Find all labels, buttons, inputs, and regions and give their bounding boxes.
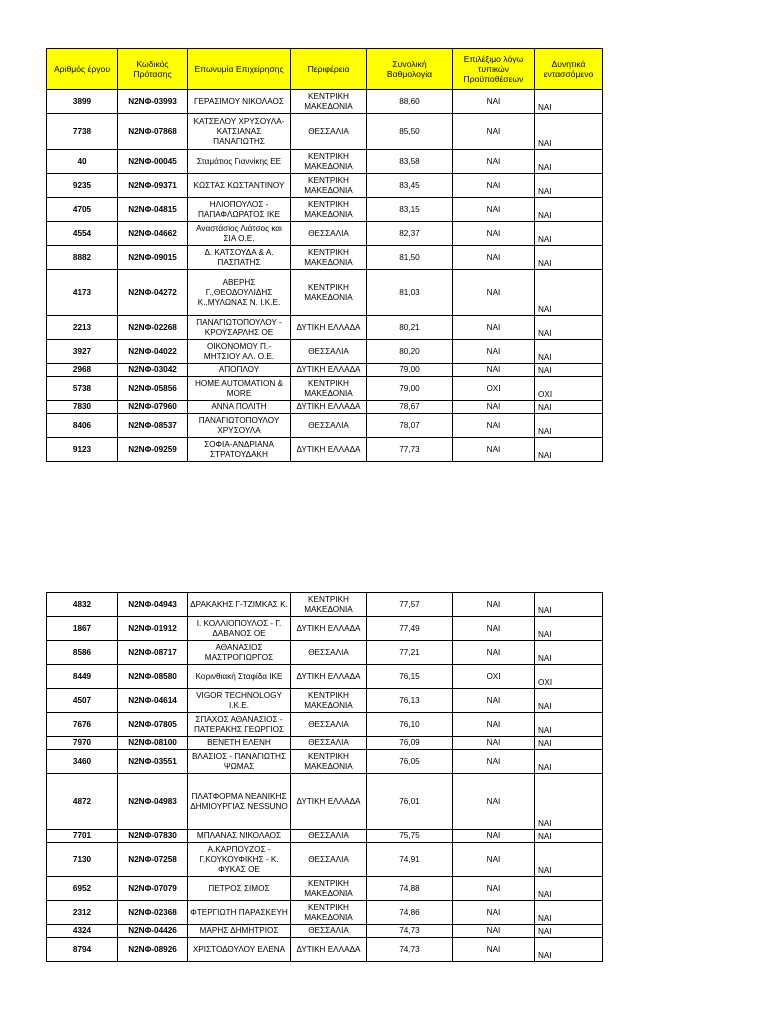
region-cell: ΘΕΣΣΑΛΙΑ [291,222,367,246]
total-score-cell: 74,86 [367,901,453,925]
project-number-cell: 9123 [47,438,118,462]
region-cell: ΘΕΣΣΑΛΙΑ [291,414,367,438]
project-number-cell: 8449 [47,665,118,689]
eligible-cell: ΝΑΙ [453,750,535,774]
potentially-included-cell: ΝΑΙ [535,925,603,938]
region-cell: ΚΕΝΤΡΙΚΗ ΜΑΚΕΔΟΝΙΑ [291,377,367,401]
company-name-cell: HOME AUTOMATION & MORE [188,377,291,401]
eligible-cell: ΝΑΙ [453,617,535,641]
project-number-cell: 2213 [47,316,118,340]
company-name-cell: ΑΒΕΡΗΣ Γ.,ΘΕΟΔΟΥΛΙΔΗΣ Κ.,ΜΥΛΩΝΑΣ Ν. Ι.Κ.Ε. [188,270,291,316]
total-score-cell: 76,10 [367,713,453,737]
eligible-cell: ΝΑΙ [453,641,535,665]
company-name-cell: ΚΑΤΣΕΛΟΥ ΧΡΥΣΟΥΛΑ-ΚΑΤΣΙΑΝΑΣ ΠΑΝΑΓΙΩΤΗΣ [188,114,291,150]
region-cell: ΔΥΤΙΚΗ ΕΛΛΑΔΑ [291,364,367,377]
proposal-code-cell: Ν2ΝΦ-04943 [118,593,188,617]
proposal-code-cell: Ν2ΝΦ-09015 [118,246,188,270]
table-row [47,830,603,843]
eligible-cell: ΝΑΙ [453,901,535,925]
total-score-cell: 78,07 [367,414,453,438]
project-number-cell: 8406 [47,414,118,438]
eligible-cell: ΝΑΙ [453,737,535,750]
potentially-included-cell: ΟΧΙ [535,665,603,689]
table-row [47,641,603,665]
company-name-cell: ΠΕΤΡΟΣ ΣΙΜΟΣ [188,877,291,901]
proposal-code-cell: Ν2ΝΦ-04983 [118,774,188,830]
table-body [47,90,603,462]
potentially-included-cell: ΝΑΙ [535,114,603,150]
header-potentially-included: Δυνητικά εντασσόμενο [535,49,603,90]
table-row [47,877,603,901]
proposal-code-cell: Ν2ΝΦ-04426 [118,925,188,938]
region-cell: ΚΕΝΤΡΙΚΗ ΜΑΚΕΔΟΝΙΑ [291,150,367,174]
proposal-code-cell: Ν2ΝΦ-05856 [118,377,188,401]
eligible-cell: ΝΑΙ [453,877,535,901]
total-score-cell: 74,88 [367,877,453,901]
eligible-cell: ΝΑΙ [453,438,535,462]
proposal-code-cell: Ν2ΝΦ-07960 [118,401,188,414]
eligible-cell: ΝΑΙ [453,938,535,962]
region-cell: ΔΥΤΙΚΗ ΕΛΛΑΔΑ [291,316,367,340]
region-cell: ΚΕΝΤΡΙΚΗ ΜΑΚΕΔΟΝΙΑ [291,246,367,270]
total-score-cell: 74,73 [367,925,453,938]
project-number-cell: 4832 [47,593,118,617]
total-score-cell: 82,37 [367,222,453,246]
proposal-code-cell: Ν2ΝΦ-04614 [118,689,188,713]
potentially-included-cell: ΝΑΙ [535,641,603,665]
proposal-code-cell: Ν2ΝΦ-04815 [118,198,188,222]
table-row [47,774,603,830]
proposal-code-cell: Ν2ΝΦ-08717 [118,641,188,665]
region-cell: ΔΥΤΙΚΗ ΕΛΛΑΔΑ [291,938,367,962]
potentially-included-cell: ΝΑΙ [535,830,603,843]
potentially-included-cell: ΝΑΙ [535,737,603,750]
proposal-code-cell: Ν2ΝΦ-07805 [118,713,188,737]
company-name-cell: Ι. ΚΟΛΛΙΟΠΟΥΛΟΣ - Γ. ΔΑΒΑΝΟΣ ΟΕ [188,617,291,641]
eligible-cell: ΝΑΙ [453,689,535,713]
region-cell: ΚΕΝΤΡΙΚΗ ΜΑΚΕΔΟΝΙΑ [291,593,367,617]
potentially-included-cell: ΝΑΙ [535,901,603,925]
project-number-cell: 5738 [47,377,118,401]
region-cell: ΘΕΣΣΑΛΙΑ [291,737,367,750]
proposal-code-cell: Ν2ΝΦ-08926 [118,938,188,962]
total-score-cell: 81,03 [367,270,453,316]
project-number-cell: 4554 [47,222,118,246]
company-name-cell: ΔΡΑΚΑΚΗΣ Γ-ΤΖΙΜΚΑΣ Κ. [188,593,291,617]
potentially-included-cell: ΝΑΙ [535,713,603,737]
proposal-code-cell: Ν2ΝΦ-03551 [118,750,188,774]
region-cell: ΘΕΣΣΑΛΙΑ [291,114,367,150]
company-name-cell: ΑΠΟΠΛΟΥ [188,364,291,377]
total-score-cell: 74,91 [367,843,453,877]
total-score-cell: 85,50 [367,114,453,150]
proposal-code-cell: Ν2ΝΦ-07258 [118,843,188,877]
total-score-cell: 74,73 [367,938,453,962]
eligible-cell: ΝΑΙ [453,114,535,150]
table-row [47,617,603,641]
header-eligible: Επιλέξιμο λόγω τυπικών Προϋποθέσεων [453,49,535,90]
potentially-included-cell: ΝΑΙ [535,938,603,962]
table-row [47,316,603,340]
eligible-cell: ΝΑΙ [453,90,535,114]
eligible-cell: ΝΑΙ [453,830,535,843]
results-table-page-bottom [46,592,603,962]
region-cell: ΚΕΝΤΡΙΚΗ ΜΑΚΕΔΟΝΙΑ [291,689,367,713]
proposal-code-cell: Ν2ΝΦ-07868 [118,114,188,150]
total-score-cell: 83,15 [367,198,453,222]
company-name-cell: ΒΛΑΣΙΟΣ - ΠΑΝΑΓΙΩΤΗΣ ΨΩΜΑΣ [188,750,291,774]
eligible-cell: ΝΑΙ [453,364,535,377]
total-score-cell: 76,15 [367,665,453,689]
region-cell: ΘΕΣΣΑΛΙΑ [291,830,367,843]
potentially-included-cell: ΝΑΙ [535,593,603,617]
results-table-page-top [46,48,603,462]
total-score-cell: 80,21 [367,316,453,340]
total-score-cell: 77,73 [367,438,453,462]
project-number-cell: 7130 [47,843,118,877]
region-cell: ΔΥΤΙΚΗ ΕΛΛΑΔΑ [291,438,367,462]
company-name-cell: Α.ΚΑΡΠΟΥΖΟΣ - Γ.ΚΟΥΚΟΥΦΙΚΗΣ - Κ. ΦΥΚΑΣ ΟΕ [188,843,291,877]
table-row [47,377,603,401]
region-cell: ΘΕΣΣΑΛΙΑ [291,925,367,938]
table-row [47,222,603,246]
company-name-cell: Σταμάτιος Γιαννίκης ΕΕ [188,150,291,174]
potentially-included-cell: ΝΑΙ [535,316,603,340]
eligible-cell: ΝΑΙ [453,246,535,270]
total-score-cell: 88,60 [367,90,453,114]
total-score-cell: 75,75 [367,830,453,843]
company-name-cell: ΠΛΑΤΦΟΡΜΑ ΝΕΑΝΙΚΗΣ ΔΗΜΙΟΥΡΓΙΑΣ NESSUNO [188,774,291,830]
potentially-included-cell: ΝΑΙ [535,617,603,641]
table-row [47,90,603,114]
project-number-cell: 40 [47,150,118,174]
project-number-cell: 6952 [47,877,118,901]
company-name-cell: ΣΟΦΙΑ-ΑΝΔΡΙΑΝΑ ΣΤΡΑΤΟΥΔΑΚΗ [188,438,291,462]
proposal-code-cell: Ν2ΝΦ-03042 [118,364,188,377]
company-name-cell: ΗΛΙΟΠΟΥΛΟΣ - ΠΑΠΑΦΛΩΡΑΤΟΣ ΙΚΕ [188,198,291,222]
potentially-included-cell: ΝΑΙ [535,270,603,316]
company-name-cell: ΦΤΕΡΓΙΩΤΗ ΠΑΡΑΣΚΕΥΗ [188,901,291,925]
region-cell: ΘΕΣΣΑΛΙΑ [291,340,367,364]
potentially-included-cell: ΝΑΙ [535,774,603,830]
table-row [47,737,603,750]
company-name-cell: Κορινθιακή Σταφίδα ΙΚΕ [188,665,291,689]
potentially-included-cell: ΝΑΙ [535,689,603,713]
table-row [47,150,603,174]
eligible-cell: ΝΑΙ [453,150,535,174]
region-cell: ΚΕΝΤΡΙΚΗ ΜΑΚΕΔΟΝΙΑ [291,877,367,901]
company-name-cell: Δ. ΚΑΤΣΟΥΔΑ & Α. ΠΑΣΠΑΤΗΣ [188,246,291,270]
proposal-code-cell: Ν2ΝΦ-07079 [118,877,188,901]
header-row [47,49,603,90]
header-region: Περιφέρεια [291,49,367,90]
total-score-cell: 76,13 [367,689,453,713]
region-cell: ΚΕΝΤΡΙΚΗ ΜΑΚΕΔΟΝΙΑ [291,270,367,316]
table-row [47,364,603,377]
company-name-cell: ΠΑΝΑΓΙΩΤΟΠΟΥΛΟΥ - ΚΡΟΥΣΑΡΛΗΣ ΟΕ [188,316,291,340]
eligible-cell: ΟΧΙ [453,377,535,401]
proposal-code-cell: Ν2ΝΦ-04662 [118,222,188,246]
table-row [47,593,603,617]
region-cell: ΔΥΤΙΚΗ ΕΛΛΑΔΑ [291,665,367,689]
potentially-included-cell: ΝΑΙ [535,414,603,438]
proposal-code-cell: Ν2ΝΦ-08100 [118,737,188,750]
company-name-cell: VIGOR TECHNOLOGY I.K.E. [188,689,291,713]
company-name-cell: ΑΝΝΑ ΠΟΛΙΤΗ [188,401,291,414]
table-row [47,713,603,737]
total-score-cell: 76,05 [367,750,453,774]
project-number-cell: 4173 [47,270,118,316]
project-number-cell: 7701 [47,830,118,843]
table-header [47,49,603,90]
total-score-cell: 83,45 [367,174,453,198]
total-score-cell: 80,20 [367,340,453,364]
proposal-code-cell: Ν2ΝΦ-04272 [118,270,188,316]
project-number-cell: 1867 [47,617,118,641]
eligible-cell: ΟΧΙ [453,665,535,689]
potentially-included-cell: ΝΑΙ [535,364,603,377]
eligible-cell: ΝΑΙ [453,713,535,737]
total-score-cell: 79,00 [367,377,453,401]
table-row [47,270,603,316]
table-row [47,901,603,925]
project-number-cell: 8882 [47,246,118,270]
header-total-score: Συνολική Βαθμολογία [367,49,453,90]
proposal-code-cell: Ν2ΝΦ-00045 [118,150,188,174]
eligible-cell: ΝΑΙ [453,843,535,877]
company-name-cell: ΟΙΚΟΝΟΜΟΥ Π.-ΜΗΤΣΙΟΥ ΑΛ. Ο.Ε. [188,340,291,364]
project-number-cell: 9235 [47,174,118,198]
company-name-cell: ΓΕΡΑΣΙΜΟΥ ΝΙΚΟΛΑΟΣ [188,90,291,114]
proposal-code-cell: Ν2ΝΦ-09371 [118,174,188,198]
eligible-cell: ΝΑΙ [453,198,535,222]
proposal-code-cell: Ν2ΝΦ-02268 [118,316,188,340]
table-row [47,938,603,962]
project-number-cell: 3927 [47,340,118,364]
potentially-included-cell: ΝΑΙ [535,198,603,222]
eligible-cell: ΝΑΙ [453,270,535,316]
table-row [47,438,603,462]
project-number-cell: 8586 [47,641,118,665]
region-cell: ΔΥΤΙΚΗ ΕΛΛΑΔΑ [291,401,367,414]
region-cell: ΔΥΤΙΚΗ ΕΛΛΑΔΑ [291,774,367,830]
potentially-included-cell: ΝΑΙ [535,246,603,270]
region-cell: ΘΕΣΣΑΛΙΑ [291,843,367,877]
region-cell: ΚΕΝΤΡΙΚΗ ΜΑΚΕΔΟΝΙΑ [291,198,367,222]
total-score-cell: 77,21 [367,641,453,665]
eligible-cell: ΝΑΙ [453,174,535,198]
eligible-cell: ΝΑΙ [453,401,535,414]
region-cell: ΘΕΣΣΑΛΙΑ [291,641,367,665]
project-number-cell: 2312 [47,901,118,925]
table-row [47,689,603,713]
company-name-cell: ΧΡΙΣΤΟΔΟΥΛΟΥ ΕΛΕΝΑ [188,938,291,962]
table-row [47,750,603,774]
company-name-cell: ΚΩΣΤΑΣ ΚΩΣΤΑΝΤΙΝΟΥ [188,174,291,198]
table-row [47,198,603,222]
proposal-code-cell: Ν2ΝΦ-08537 [118,414,188,438]
region-cell: ΘΕΣΣΑΛΙΑ [291,713,367,737]
project-number-cell: 4324 [47,925,118,938]
potentially-included-cell: ΝΑΙ [535,150,603,174]
project-number-cell: 7676 [47,713,118,737]
total-score-cell: 76,09 [367,737,453,750]
total-score-cell: 76,01 [367,774,453,830]
region-cell: ΔΥΤΙΚΗ ΕΛΛΑΔΑ [291,617,367,641]
proposal-code-cell: Ν2ΝΦ-03993 [118,90,188,114]
company-name-cell: Αναστάσιος Λιάτσος και ΣΙΑ Ο.Ε. [188,222,291,246]
project-number-cell: 7830 [47,401,118,414]
table-row [47,174,603,198]
project-number-cell: 4705 [47,198,118,222]
proposal-code-cell: Ν2ΝΦ-09259 [118,438,188,462]
potentially-included-cell: ΟΧΙ [535,377,603,401]
potentially-included-cell: ΝΑΙ [535,222,603,246]
eligible-cell: ΝΑΙ [453,925,535,938]
eligible-cell: ΝΑΙ [453,340,535,364]
potentially-included-cell: ΝΑΙ [535,438,603,462]
project-number-cell: 2968 [47,364,118,377]
eligible-cell: ΝΑΙ [453,222,535,246]
header-proposal-code: Κωδικός Πρότασης [118,49,188,90]
company-name-cell: ΑΘΑΝΑΣΙΟΣ ΜΑΣΤΡΟΓΙΩΡΓΟΣ [188,641,291,665]
proposal-code-cell: Ν2ΝΦ-07830 [118,830,188,843]
potentially-included-cell: ΝΑΙ [535,877,603,901]
total-score-cell: 81,50 [367,246,453,270]
project-number-cell: 3899 [47,90,118,114]
total-score-cell: 77,49 [367,617,453,641]
table-row [47,401,603,414]
potentially-included-cell: ΝΑΙ [535,174,603,198]
table-row [47,665,603,689]
proposal-code-cell: Ν2ΝΦ-01912 [118,617,188,641]
region-cell: ΚΕΝΤΡΙΚΗ ΜΑΚΕΔΟΝΙΑ [291,90,367,114]
total-score-cell: 83,58 [367,150,453,174]
company-name-cell: ΣΠΑΧΟΣ ΑΘΑΝΑΣΙΟΣ - ΠΑΤΕΡΑΚΗΣ ΓΕΩΡΓΙΟΣ [188,713,291,737]
potentially-included-cell: ΝΑΙ [535,750,603,774]
company-name-cell: ΜΑΡΗΣ ΔΗΜΗΤΡΙΟΣ [188,925,291,938]
eligible-cell: ΝΑΙ [453,414,535,438]
company-name-cell: ΒΕΝΕΤΗ ΕΛΕΝΗ [188,737,291,750]
region-cell: ΚΕΝΤΡΙΚΗ ΜΑΚΕΔΟΝΙΑ [291,901,367,925]
table-row [47,925,603,938]
table-body [47,593,603,962]
table-row [47,114,603,150]
potentially-included-cell: ΝΑΙ [535,340,603,364]
potentially-included-cell: ΝΑΙ [535,843,603,877]
potentially-included-cell: ΝΑΙ [535,90,603,114]
region-cell: ΚΕΝΤΡΙΚΗ ΜΑΚΕΔΟΝΙΑ [291,750,367,774]
table-row [47,414,603,438]
potentially-included-cell: ΝΑΙ [535,401,603,414]
total-score-cell: 79,00 [367,364,453,377]
header-company-name: Επωνυμία Επιχείρησης [188,49,291,90]
project-number-cell: 7970 [47,737,118,750]
project-number-cell: 3460 [47,750,118,774]
company-name-cell: ΜΠΛΑΝΑΣ ΝΙΚΟΛΑΟΣ [188,830,291,843]
project-number-cell: 4507 [47,689,118,713]
project-number-cell: 4872 [47,774,118,830]
total-score-cell: 77,57 [367,593,453,617]
region-cell: ΚΕΝΤΡΙΚΗ ΜΑΚΕΔΟΝΙΑ [291,174,367,198]
project-number-cell: 8794 [47,938,118,962]
proposal-code-cell: Ν2ΝΦ-04022 [118,340,188,364]
table-row [47,843,603,877]
eligible-cell: ΝΑΙ [453,316,535,340]
company-name-cell: ΠΑΝΑΓΙΩΤΟΠΟΥΛΟΥ ΧΡΥΣΟΥΛΑ [188,414,291,438]
table-row [47,246,603,270]
eligible-cell: ΝΑΙ [453,593,535,617]
project-number-cell: 7738 [47,114,118,150]
table-row [47,340,603,364]
eligible-cell: ΝΑΙ [453,774,535,830]
header-project-number: Αριθμός έργου [47,49,118,90]
proposal-code-cell: Ν2ΝΦ-08580 [118,665,188,689]
proposal-code-cell: Ν2ΝΦ-02368 [118,901,188,925]
total-score-cell: 78,67 [367,401,453,414]
